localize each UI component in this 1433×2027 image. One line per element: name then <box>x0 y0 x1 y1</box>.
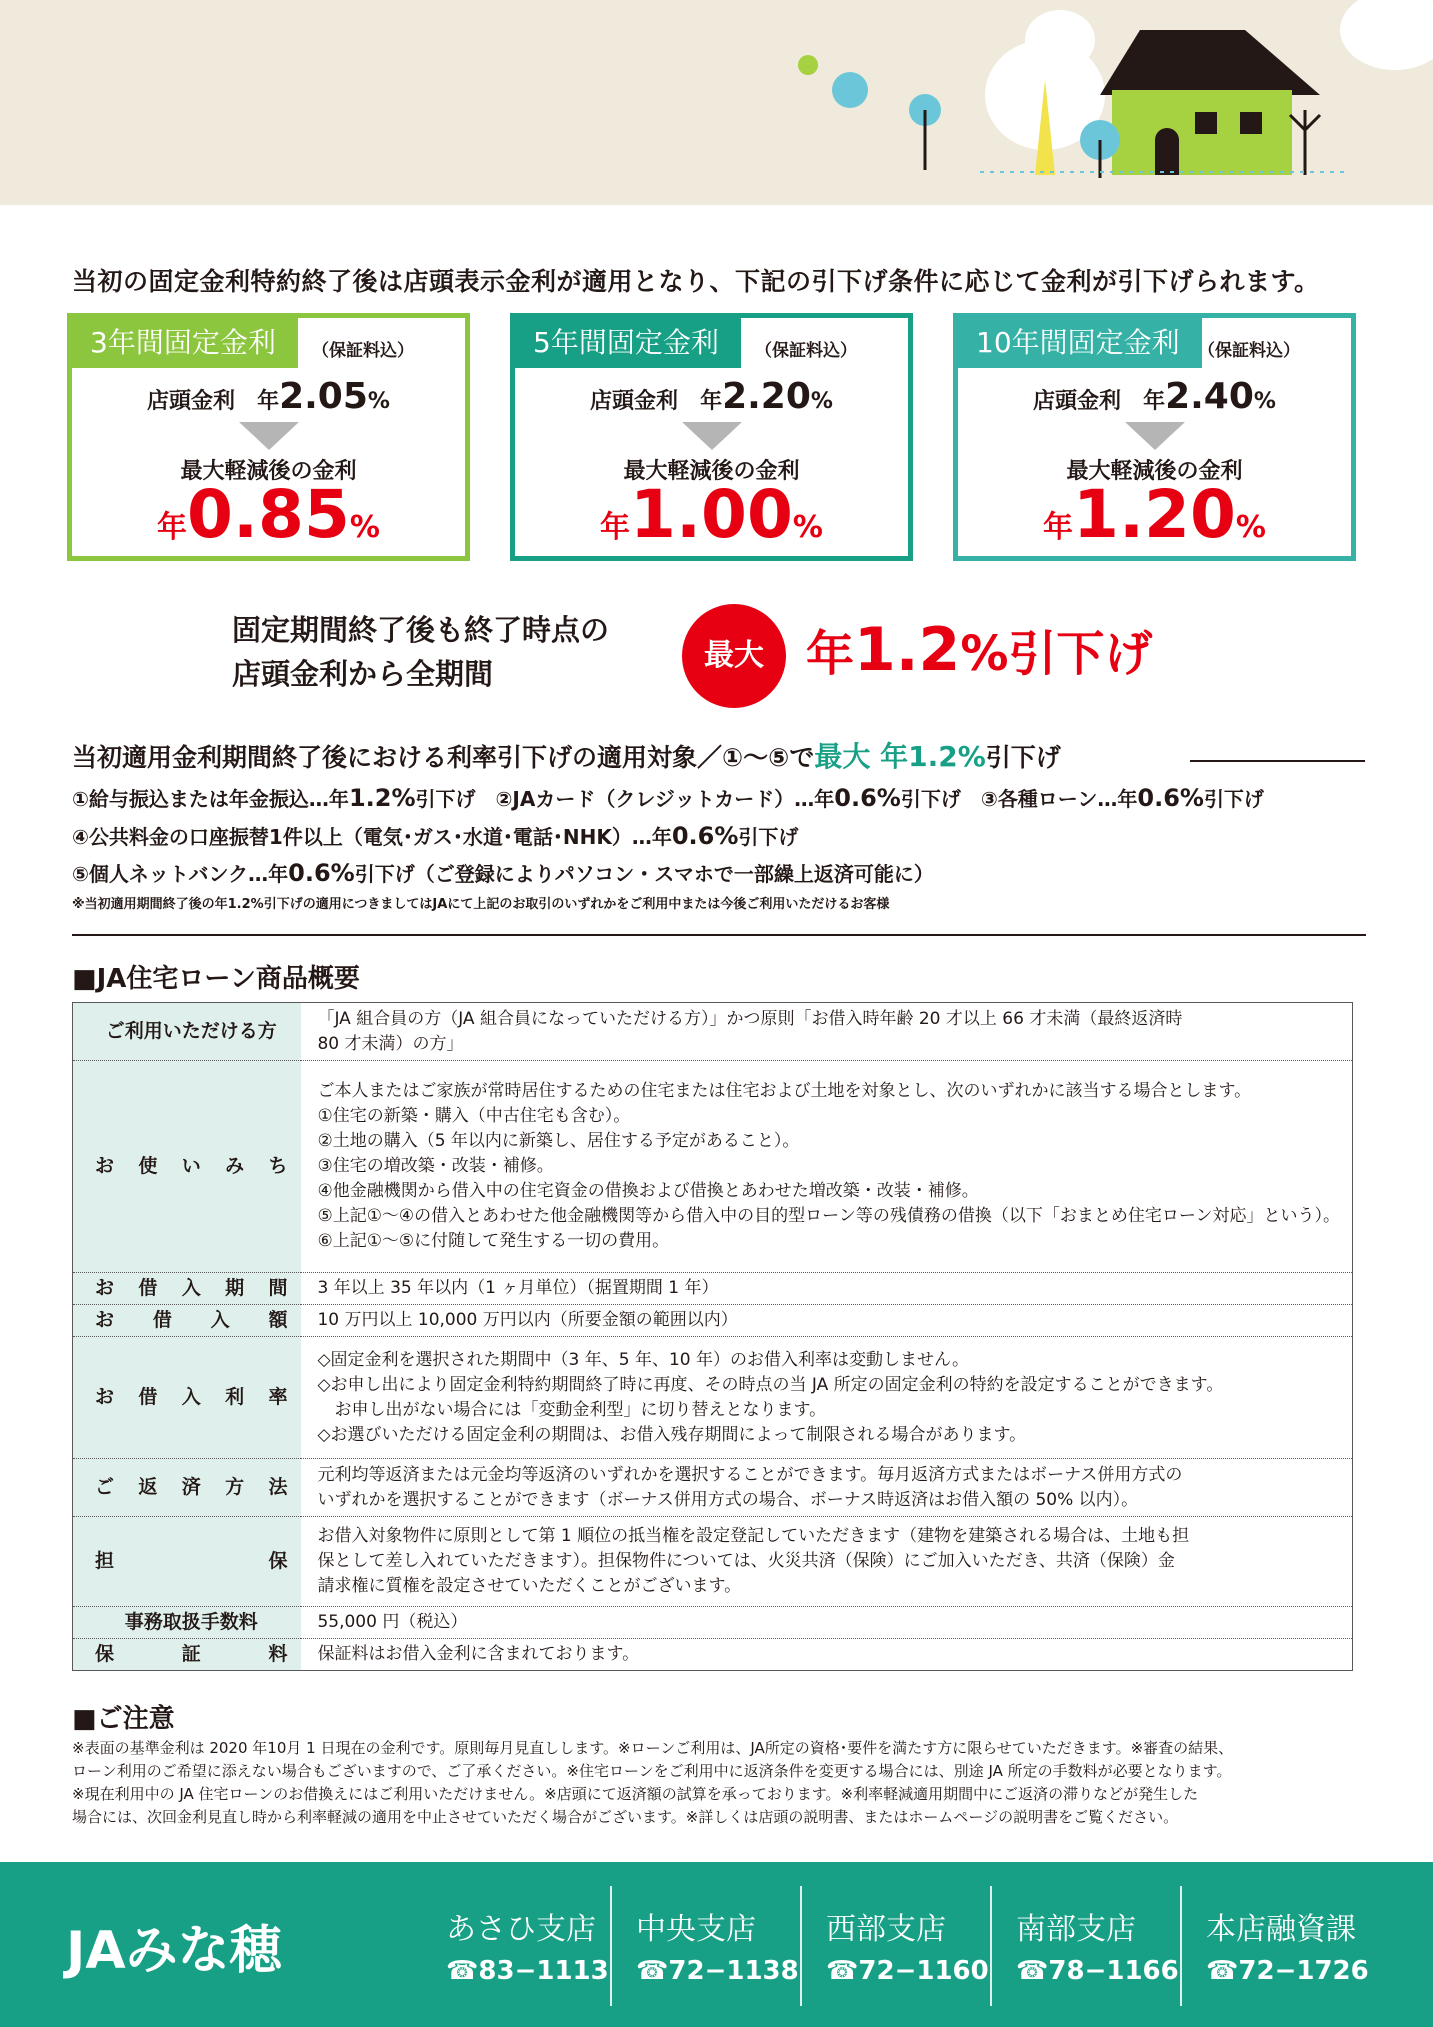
conditions-heading-pre: 当初適用金利期間終了後における利率引下げの適用対象／①～⑤で <box>72 743 815 772</box>
table-row <box>73 1337 1353 1459</box>
condition-5-pre: ⑤個人ネットバンク…年 <box>72 862 289 886</box>
max-rate-value: 0.85 <box>187 476 350 553</box>
condition-line-1 <box>72 783 1264 812</box>
store-rate <box>958 376 1351 417</box>
rate-box-note: （保証料込） <box>1198 341 1300 361</box>
max-rate-pct: % <box>792 510 823 545</box>
row-value-line: ①住宅の新築・購入（中古住宅も含む）。 <box>317 1106 631 1126</box>
max-rate-prefix: 年 <box>1043 510 1074 545</box>
row-value-line: ◇固定金利を選択された期間中（3 年、5 年、10 年）のお借入利率は変動しません。 <box>317 1349 970 1370</box>
highlight-rate-value: 1.2 <box>854 615 961 685</box>
notice-line: ※現在利用中の JA 住宅ローンのお借換えにはご利用いただけません。※店頭にて返済額の試算を承っております。※利率軽減適用期間中にご返済の滞りなどが発生した <box>72 1785 1199 1803</box>
store-rate-pct: % <box>1253 389 1276 414</box>
branch-divider <box>800 1886 802 2006</box>
branch-name: 南部支店 <box>1016 1912 1136 1947</box>
max-rate-pct: % <box>1235 510 1266 545</box>
condition-5-post: 引下げ（ご登録によりパソコン・スマホで一部繰上返済可能に） <box>354 862 934 886</box>
branch-name: あさひ支店 <box>446 1912 596 1947</box>
row-label: ご返済方法 <box>73 1459 302 1517</box>
highlight-rate-suffix: %引下げ <box>960 626 1153 682</box>
max-rate <box>515 476 908 567</box>
row-value-line: ◇お選びいただける固定金利の期間は、お借入残存期間によって制限される場合があります。 <box>317 1424 1027 1445</box>
heading-rule <box>1190 760 1365 762</box>
row-value <box>301 1003 1352 1061</box>
product-table <box>72 1002 1353 1671</box>
rate-box-note: （保証料込） <box>312 341 414 361</box>
branch-divider <box>990 1886 992 2006</box>
branch-phone: ☎72−1138 <box>636 1956 799 1986</box>
product-table-title: ■JA住宅ローン商品概要 <box>72 964 360 994</box>
highlight-line-1: 固定期間終了後も終了時点の <box>232 613 610 647</box>
branch-seibu <box>800 1886 990 2006</box>
row-value-line: 10 万円以上 10,000 万円以内（所要金額の範囲以内） <box>317 1310 738 1330</box>
rate-box-3yr <box>67 313 470 561</box>
condition-3-post: 引下げ <box>1203 787 1264 811</box>
header-illustration <box>0 0 1433 205</box>
branch-phone: ☎83−1113 <box>446 1956 609 1986</box>
down-arrow-icon <box>239 422 299 450</box>
highlight-rate <box>806 615 1152 685</box>
branch-honten <box>1180 1886 1370 2006</box>
notice-line: ※表面の基準金利は 2020 年10月 1 日現在の金利です。原則毎月見直しします。※ローンご利用は、JA所定の資格･要件を満たす方に限らせていただきます。※審査の結果、 <box>72 1739 1234 1757</box>
store-rate-pct: % <box>367 389 390 414</box>
conditions-heading-green: 最大 年1.2% <box>814 740 986 773</box>
store-rate-label: 店頭金利 <box>590 389 679 414</box>
row-value <box>301 1337 1352 1459</box>
row-label: ご利用いただける方 <box>73 1003 302 1061</box>
branch-name: 本店融資課 <box>1206 1912 1356 1947</box>
row-value-line: お借入対象物件に原則として第 1 順位の抵当権を設定登記していただきます（建物を建築される場合は、土地も担 <box>317 1526 1190 1546</box>
max-rate-label: 最大軽減後の金利 <box>1066 459 1243 484</box>
branch-phone: ☎72−1160 <box>826 1956 989 1986</box>
rate-box-note: （保証料込） <box>755 341 857 361</box>
row-value <box>301 1639 1352 1671</box>
table-row <box>73 1003 1353 1061</box>
max-rate-value: 1.20 <box>1073 476 1236 553</box>
store-rate <box>72 376 465 417</box>
condition-1-post: 引下げ <box>415 787 496 811</box>
notice-line: 場合には、次回金利見直し時から利率軽減の適用を中止させていただく場合がございます。※詳しくは店頭の説明書、またはホームページの説明書をご覧ください。 <box>72 1808 1179 1826</box>
table-row <box>73 1607 1353 1639</box>
max-rate <box>958 476 1351 567</box>
condition-2-pre: ②JAカード（クレジットカード）…年 <box>495 787 835 811</box>
store-rate-label: 店頭金利 <box>147 389 236 414</box>
row-label: お借入期間 <box>73 1273 302 1305</box>
store-rate <box>515 376 908 417</box>
row-value-line: 保証料はお借入金利に含まれております。 <box>317 1644 640 1664</box>
rate-box-5yr <box>510 313 913 561</box>
row-value <box>301 1061 1352 1273</box>
condition-1-value: 1.2% <box>348 784 416 812</box>
row-value-line: ②土地の購入（5 年以内に新築し、居住する予定があること）。 <box>317 1131 800 1151</box>
row-value-line: 55,000 円（税込） <box>317 1612 468 1632</box>
row-value-line: ④他金融機関から借入中の住宅資金の借換および借換とあわせた増改築・改装・補修。 <box>317 1181 979 1201</box>
row-value-line: ◇お申し出により固定金利特約期間終了時に再度、その時点の当 JA 所定の固定金利の特約を設定することができます。 <box>317 1374 1224 1395</box>
branch-chuo <box>610 1886 800 2006</box>
store-rate-pct: % <box>810 389 833 414</box>
condition-5-value: 0.6% <box>288 859 355 887</box>
conditions-heading <box>72 735 1061 775</box>
branch-asahi <box>420 1886 610 2006</box>
notice-title: ■ご注意 <box>72 1704 175 1734</box>
row-value <box>301 1517 1352 1607</box>
max-rate-label: 最大軽減後の金利 <box>623 459 800 484</box>
store-rate-value: 2.40 <box>1165 376 1254 417</box>
branch-phone: ☎78−1166 <box>1016 1956 1179 1986</box>
row-value <box>301 1459 1352 1517</box>
condition-3-value: 0.6% <box>1137 784 1204 812</box>
condition-4-value: 0.6% <box>671 822 739 850</box>
condition-line-2 <box>72 821 798 850</box>
row-value-line: 80 才未満）の方」 <box>317 1033 464 1054</box>
down-arrow-icon <box>1125 422 1185 450</box>
rate-box-tab: 3年間固定金利 <box>72 318 298 368</box>
row-value <box>301 1607 1352 1639</box>
condition-line-3 <box>72 858 934 887</box>
max-rate-pct: % <box>349 510 380 545</box>
row-value-line: ⑥上記①～⑤に付随して発生する一切の費用。 <box>317 1231 670 1251</box>
branch-divider <box>1180 1886 1182 2006</box>
intro-text: 当初の固定金利特約終了後は店頭表示金利が適用となり、下記の引下げ条件に応じて金利が引下げられます。 <box>72 267 1320 296</box>
row-value-line: お申し出がない場合には「変動金利型」に切り替えとなります。 <box>317 1399 827 1420</box>
store-rate-value: 2.20 <box>722 376 811 417</box>
branch-name: 中央支店 <box>636 1912 756 1947</box>
ja-logo: JAみな穂 <box>66 1921 282 1981</box>
row-value-line: ③住宅の増改築・改装・補修。 <box>317 1156 554 1176</box>
rate-box-tab: 10年間固定金利 <box>958 318 1202 368</box>
row-label: 保証料 <box>73 1639 302 1671</box>
row-value-line: 「JA 組合員の方（JA 組合員になっていただける方）」かつ原則「お借入時年齢 20 才以上 66 才未満（最終返済時 <box>317 1008 1183 1029</box>
table-row <box>73 1273 1353 1305</box>
condition-2-post: 引下げ <box>900 787 981 811</box>
store-rate-prefix: 年 <box>700 389 723 414</box>
row-label: お使いみち <box>73 1061 302 1273</box>
max-rate-value: 1.00 <box>630 476 793 553</box>
row-value-line: 請求権に質権を設定させていただくことがございます。 <box>317 1576 742 1596</box>
branch-phone: ☎72−1726 <box>1206 1956 1369 1986</box>
row-value-line: ご本人またはご家族が常時居住するための住宅または住宅および土地を対象とし、次のいずれかに該当する場合とします。 <box>317 1081 1252 1101</box>
row-value-line: 元利均等返済または元金均等返済のいずれかを選択することができます。毎月返済方式またはボーナス併用方式の <box>317 1464 1183 1485</box>
rate-box-tab: 5年間固定金利 <box>515 318 741 368</box>
store-rate-value: 2.05 <box>279 376 368 417</box>
conditions-heading-post: 引下げ <box>985 743 1061 772</box>
branch-nanbu <box>990 1886 1180 2006</box>
table-row <box>73 1639 1353 1671</box>
condition-4-post: 引下げ <box>738 825 799 849</box>
table-row <box>73 1061 1353 1273</box>
rate-box-10yr <box>953 313 1356 561</box>
condition-2-value: 0.6% <box>834 784 901 812</box>
row-label: 事務取扱手数料 <box>73 1607 302 1639</box>
condition-4-pre: ④公共料金の口座振替1件以上（電気･ガス･水道･電話･NHK）…年 <box>72 825 672 849</box>
max-rate-prefix: 年 <box>157 510 188 545</box>
row-label: 担保 <box>73 1517 302 1607</box>
highlight-line-2: 店頭金利から全期間 <box>232 657 494 691</box>
conditions-note: ※当初適用期間終了後の年1.2%引下げの適用につきましてはJAにて上記のお取引のいずれかをご利用中または今後ご利用いただけるお客様 <box>72 897 890 912</box>
branch-divider <box>610 1886 612 2006</box>
row-label: お借入利率 <box>73 1337 302 1459</box>
store-rate-label: 店頭金利 <box>1033 389 1122 414</box>
table-row <box>73 1459 1353 1517</box>
house-tree-illustration <box>0 0 1433 205</box>
max-badge: 最大 <box>682 604 786 708</box>
down-arrow-icon <box>682 422 742 450</box>
row-label: お借入額 <box>73 1305 302 1337</box>
store-rate-prefix: 年 <box>1143 389 1166 414</box>
max-rate-prefix: 年 <box>600 510 631 545</box>
row-value-line: いずれかを選択することができます（ボーナス併用方式の場合、ボーナス時返済はお借入額の 50% 以内）。 <box>317 1489 1139 1510</box>
row-value-line: 3 年以上 35 年以内（1 ヶ月単位）（据置期間 1 年） <box>317 1278 719 1298</box>
max-rate <box>72 476 465 567</box>
condition-1-pre: ①給与振込または年金振込…年 <box>72 787 349 811</box>
row-value-line: ⑤上記①～④の借入とあわせた他金融機関等から借入中の目的型ローン等の残債務の借換（以下「おまとめ住宅ローン対応」という）。 <box>317 1206 1340 1226</box>
store-rate-prefix: 年 <box>257 389 280 414</box>
row-value <box>301 1305 1352 1337</box>
row-value <box>301 1273 1352 1305</box>
notice-line: ローン利用のご希望に添えない場合もございますので、ご了承ください。※住宅ローンをご利用中に返済条件を変更する場合には、別途 JA 所定の手数料が必要となります。 <box>72 1762 1232 1780</box>
table-row <box>73 1517 1353 1607</box>
table-row <box>73 1305 1353 1337</box>
condition-3-pre: ③各種ローン…年 <box>980 787 1138 811</box>
section-divider <box>72 934 1366 936</box>
max-rate-label: 最大軽減後の金利 <box>180 459 357 484</box>
branch-name: 西部支店 <box>826 1912 946 1947</box>
row-value-line: 保として差し入れていただきます）。担保物件については、火災共済（保険）にご加入いただき、共済（保険）金 <box>317 1551 1175 1571</box>
highlight-rate-prefix: 年 <box>806 626 855 682</box>
